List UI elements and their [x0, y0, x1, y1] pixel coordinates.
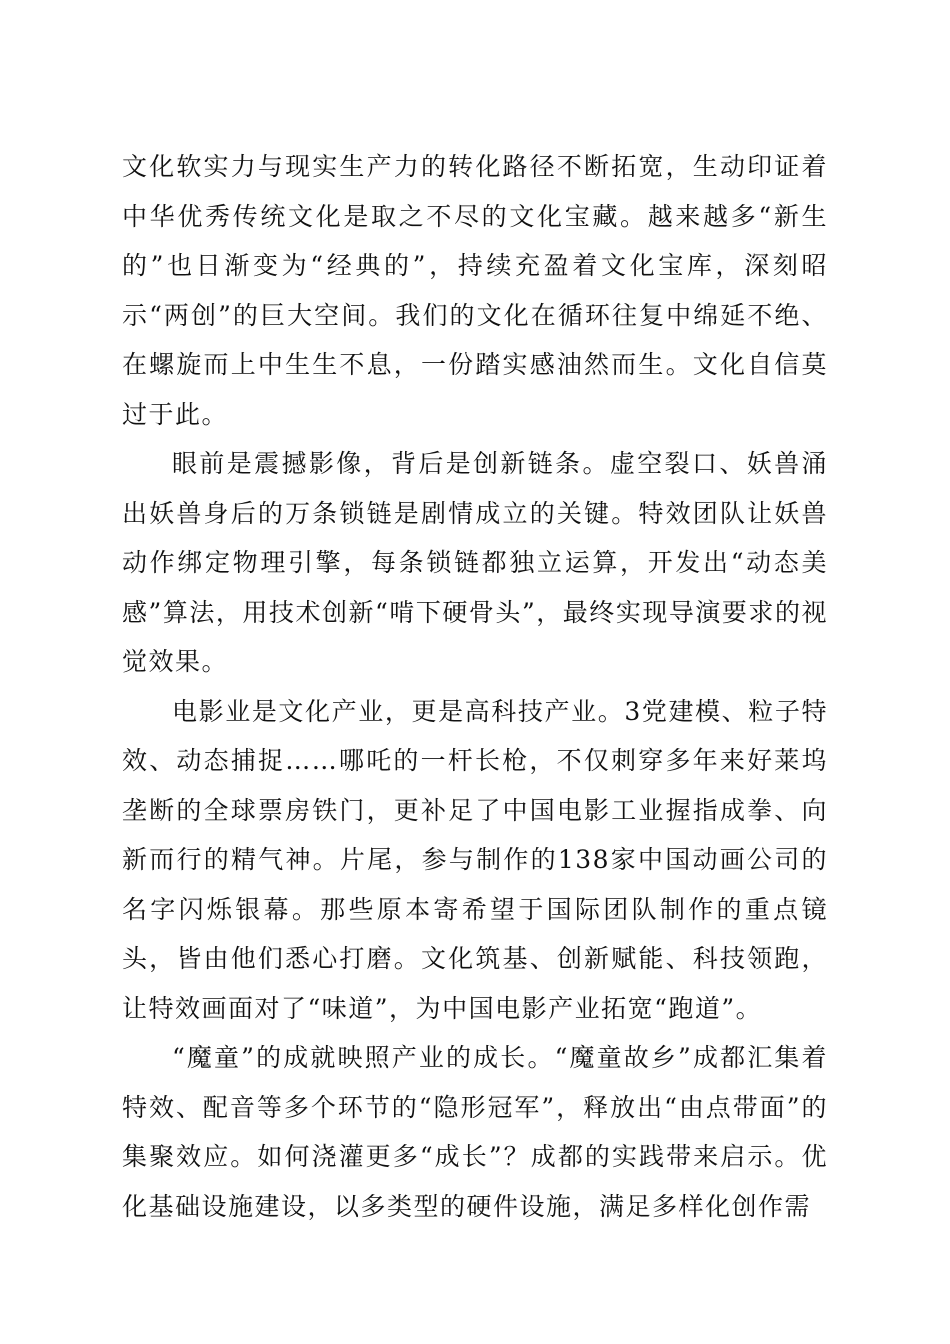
- document-body: [122, 142, 828, 1231]
- paragraph-1: 文化软实力与现实生产力的转化路径不断拓宽，生动印证着中华优秀传统文化是取之不尽的文化宝藏。越来越多“新生的”也日渐变为“经典的”，持续充盈着文化宝库，深刻昭示“两创”的巨大空间。我们的文化在循环往复中绵延不绝、在螺旋而上中生生不息，一份踏实感油然而生。文化自信莫过于此。: [122, 152, 828, 429]
- paragraph-2: 眼前是震撼影像，背后是创新链条。虚空裂口、妖兽涌出妖兽身后的万条锁链是剧情成立的关键。特效团队让妖兽动作绑定物理引擎，每条锁链都独立运算，开发出“动态美感”算法，用技术创新“啃下硬骨头”，最终实现导演要求的视觉效果。: [122, 449, 828, 676]
- paragraph-4: “魔童”的成就映照产业的成长。“魔童故乡”成都汇集着特效、配音等多个环节的“隐形冠军”，释放出“由点带面”的集聚效应。如何浇灌更多“成长”？成都的实践带来启示。优化基础设施建设，以多类型的硬件设施，满足多样化创作需: [122, 1043, 828, 1221]
- paragraph-3: 电影业是文化产业，更是高科技产业。3党建模、粒子特效、动态捕捉……哪吒的一杆长枪，不仅刺穿多年来好莱坞垄断的全球票房铁门，更补足了中国电影工业握指成拳、向新而行的精气神。片尾，参与制作的138家中国动画公司的名字闪烁银幕。那些原本寄希望于国际团队制作的重点镜头，皆由他们悉心打磨。文化筑基、创新赋能、科技领跑，让特效画面对了“味道”，为中国电影产业拓宽“跑道”。: [122, 696, 828, 1023]
